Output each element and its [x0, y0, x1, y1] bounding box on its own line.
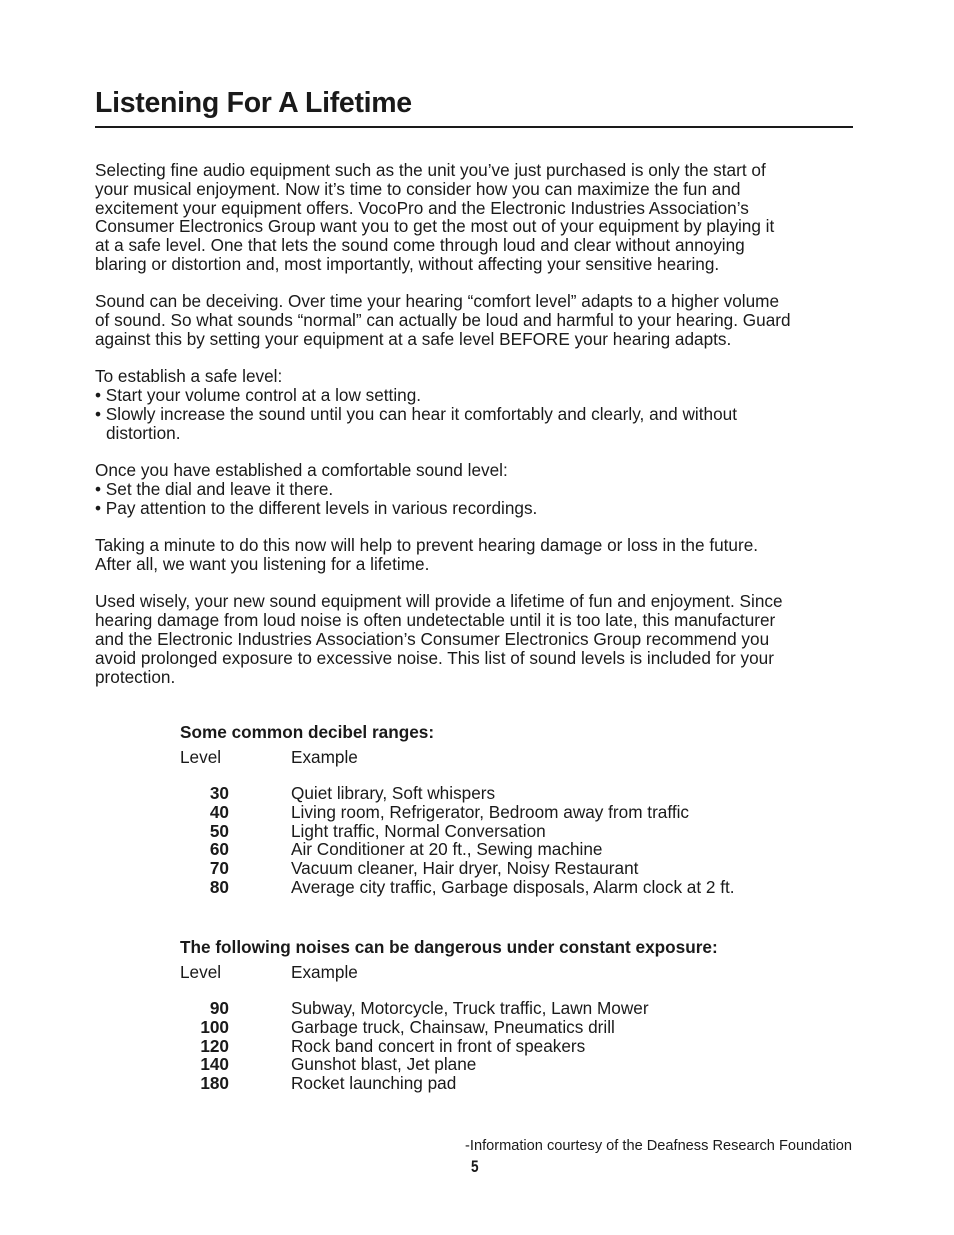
- deceiving-paragraph: [95, 292, 857, 348]
- table-row: [180, 999, 860, 1018]
- decibel-level: 40: [209, 801, 229, 822]
- intro-line: at a safe level. One that lets the sound come through loud and clear without annoying: [95, 235, 745, 256]
- once-lead: Once you have established a comfortable sound level:: [95, 460, 508, 481]
- bullet-item: • Start your volume control at a low setting.: [95, 385, 422, 406]
- bullet-item-continuation: distortion.: [106, 422, 181, 443]
- table-header-row: [180, 962, 860, 984]
- deceiving-line: Sound can be deceiving. Over time your hearing “comfort level” adapts to a higher volume: [95, 291, 780, 312]
- establish-paragraph: [95, 367, 857, 442]
- dangerous-noise-table: [180, 936, 860, 1093]
- example-column-header: Example: [291, 962, 358, 982]
- decibel-level: 50: [209, 820, 229, 841]
- noise-example: Average city traffic, Garbage disposals, Alarm clock at 2 ft.: [291, 876, 735, 897]
- body-text: [95, 161, 857, 705]
- used-line: Used wisely, your new sound equipment will provide a lifetime of fun and enjoyment. Since: [95, 591, 783, 612]
- noise-example: Subway, Motorcycle, Truck traffic, Lawn Mower: [291, 998, 649, 1018]
- source-credit: -Information courtesy of the Deafness Research Foundation: [465, 1138, 852, 1154]
- noise-example: Garbage truck, Chainsaw, Pneumatics drill: [291, 1016, 615, 1037]
- decibel-level: 80: [209, 876, 229, 897]
- level-column-header: Level: [180, 962, 222, 982]
- used-line: and the Electronic Industries Association’s Consumer Electronics Group recommend you: [95, 628, 770, 649]
- table-body: [180, 784, 860, 897]
- table-row: [180, 1074, 860, 1093]
- noise-example: Light traffic, Normal Conversation: [291, 820, 546, 841]
- noise-example: Air Conditioner at 20 ft., Sewing machine: [291, 839, 603, 860]
- bullet-item: • Set the dial and leave it there.: [95, 478, 334, 499]
- bullet-item: • Pay attention to the different levels in various recordings.: [95, 497, 538, 518]
- dangerous-noise-heading: The following noises can be dangerous under constant exposure:: [180, 937, 718, 957]
- common-decibel-table: [180, 721, 860, 897]
- decibel-level: 60: [209, 839, 229, 860]
- table-row: [180, 1018, 860, 1037]
- decibel-level: 140: [200, 1054, 229, 1075]
- taking-line: After all, we want you listening for a lifetime.: [95, 553, 430, 574]
- used-paragraph: [95, 592, 857, 686]
- decibel-level: 100: [200, 1016, 229, 1037]
- intro-line: Selecting fine audio equipment such as the unit you’ve just purchased is only the start of: [95, 160, 766, 180]
- common-decibel-heading: Some common decibel ranges:: [180, 722, 435, 742]
- decibel-level: 90: [209, 998, 229, 1018]
- decibel-level: 70: [209, 858, 229, 879]
- intro-line: your musical enjoyment. Now it’s time to consider how you can maximize the fun and: [95, 178, 741, 199]
- title-divider: [95, 126, 853, 128]
- table-row: [180, 784, 860, 803]
- used-line: hearing damage from loud noise is often undetectable until it is too late, this manufacturer: [95, 610, 776, 631]
- noise-example: Vacuum cleaner, Hair dryer, Noisy Restaurant: [291, 858, 639, 879]
- table-header-row: [180, 747, 860, 769]
- decibel-level: 30: [209, 783, 229, 803]
- table-row: [180, 803, 860, 822]
- intro-line: blaring or distortion and, most importantly, without affecting your sensitive hearing.: [95, 253, 720, 274]
- intro-line: excitement your equipment offers. VocoPro and the Electronic Industries Association’s: [95, 197, 749, 218]
- level-column-header: Level: [180, 747, 222, 767]
- decibel-level: 120: [200, 1035, 229, 1056]
- noise-example: Rock band concert in front of speakers: [291, 1035, 586, 1056]
- noise-example: Gunshot blast, Jet plane: [291, 1054, 477, 1075]
- table-row: [180, 1055, 860, 1074]
- taking-line: Taking a minute to do this now will help to prevent hearing damage or loss in the future.: [95, 535, 759, 556]
- table-body: [180, 999, 860, 1093]
- table-row: [180, 1037, 860, 1056]
- intro-paragraph: [95, 161, 857, 274]
- decibel-level: 180: [200, 1073, 229, 1094]
- deceiving-line: against this by setting your equipment at a safe level BEFORE your hearing adapts.: [95, 328, 732, 349]
- noise-example: Quiet library, Soft whispers: [291, 783, 496, 803]
- table-row: [180, 859, 860, 878]
- noise-example: Rocket launching pad: [291, 1073, 457, 1094]
- noise-example: Living room, Refrigerator, Bedroom away from traffic: [291, 801, 690, 822]
- table-row: [180, 878, 860, 897]
- table-row: [180, 840, 860, 859]
- used-line: protection.: [95, 666, 176, 687]
- bullet-item: • Slowly increase the sound until you can hear it comfortably and clearly, and without: [95, 403, 737, 424]
- deceiving-line: of sound. So what sounds “normal” can actually be loud and harmful to your hearing. Guard: [95, 310, 791, 331]
- page-title: Listening For A Lifetime: [95, 87, 412, 119]
- once-paragraph: [95, 461, 857, 517]
- intro-line: Consumer Electronics Group want you to get the most out of your equipment by playing it: [95, 216, 775, 237]
- taking-paragraph: [95, 536, 857, 574]
- table-row: [180, 822, 860, 841]
- establish-lead: To establish a safe level:: [95, 366, 283, 387]
- example-column-header: Example: [291, 747, 358, 767]
- used-line: avoid prolonged exposure to excessive noise. This list of sound levels is included for your: [95, 647, 774, 668]
- page-number: 5: [471, 1157, 479, 1176]
